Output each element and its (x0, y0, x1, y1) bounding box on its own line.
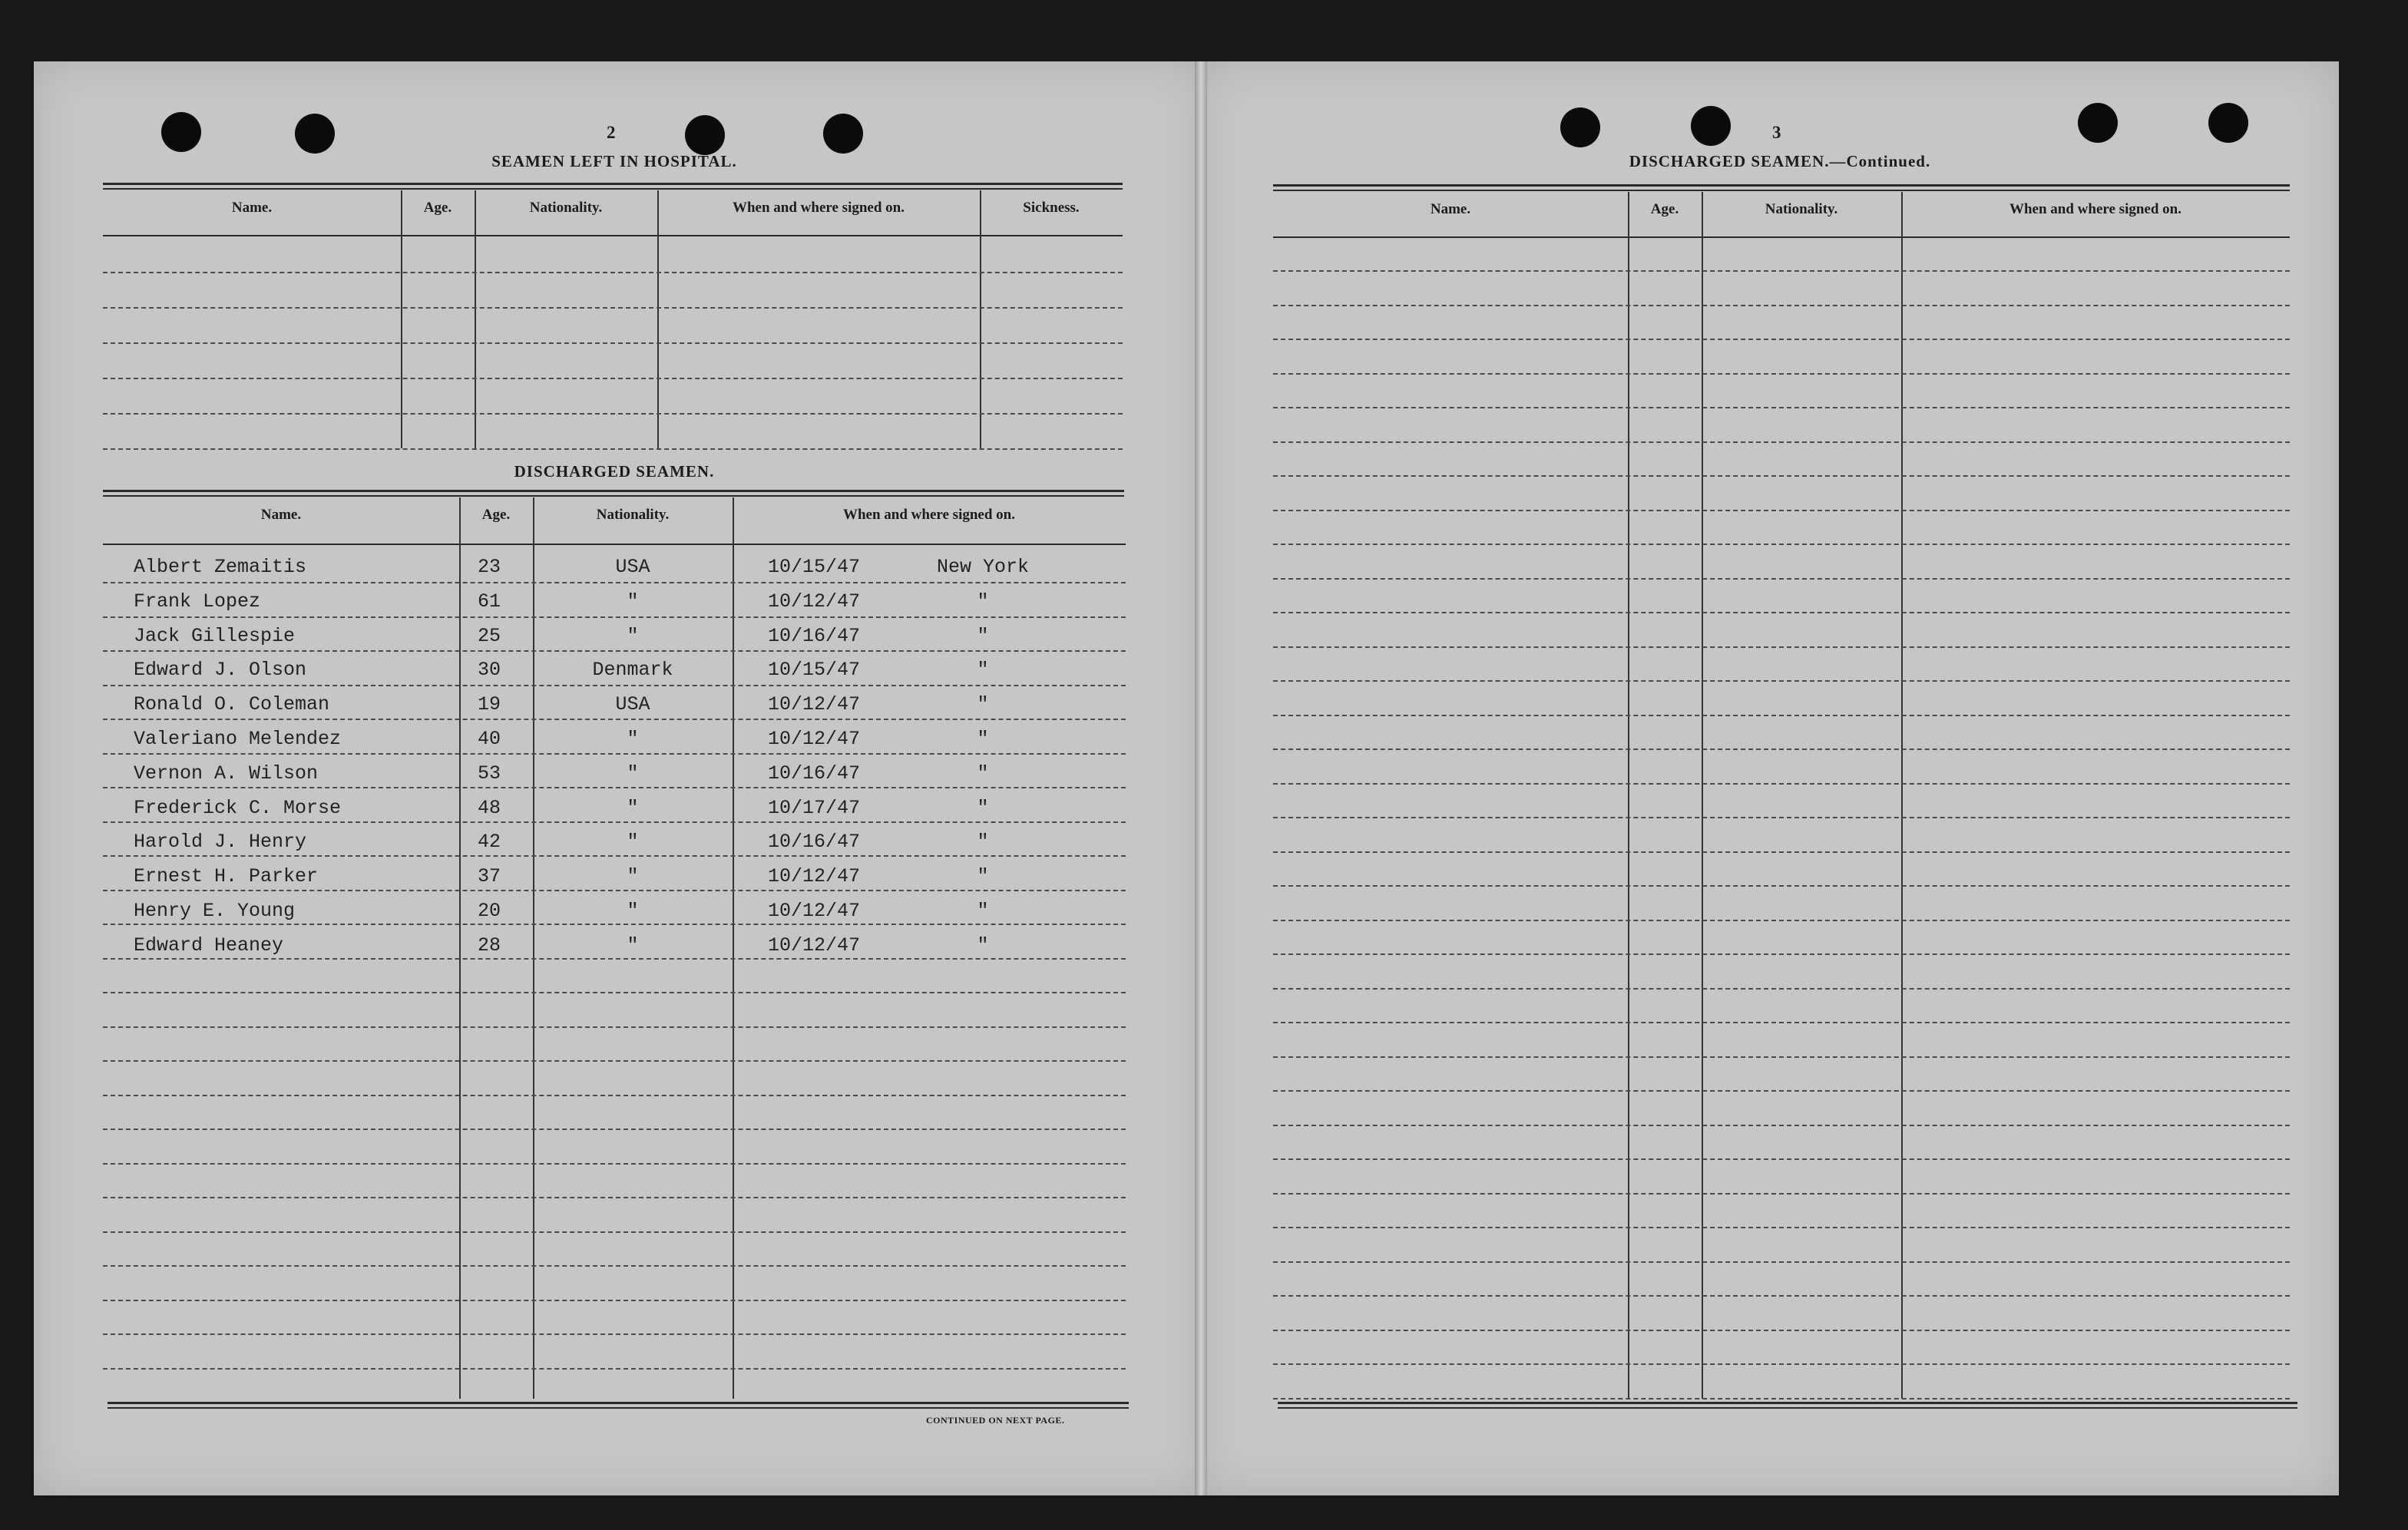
seaman-nationality: " (627, 728, 639, 750)
table-row (0, 900, 1152, 927)
signed-on-date: 10/12/47 (768, 728, 861, 750)
ruled-line (1273, 748, 2290, 750)
seaman-nationality: " (627, 762, 639, 785)
column-header: Nationality. (596, 507, 670, 523)
table-row (0, 625, 1152, 653)
table-row (0, 831, 1152, 858)
ruled-line (1273, 1125, 2290, 1126)
table-row (0, 659, 1152, 686)
signed-on-place: " (977, 934, 989, 957)
column-header: Sickness. (1023, 200, 1080, 216)
column-header: Age. (481, 507, 511, 523)
seaman-name: Frederick C. Morse (134, 796, 342, 819)
ruled-line (103, 1265, 1126, 1267)
seaman-name: Frank Lopez (134, 590, 261, 613)
ruled-line (1273, 1363, 2290, 1365)
signed-on-date: 10/12/47 (768, 590, 861, 613)
table-row (0, 934, 1152, 962)
signed-on-place: " (977, 865, 989, 888)
seaman-age: 28 (478, 934, 501, 957)
ruled-line (1273, 510, 2290, 511)
column-divider (401, 190, 402, 448)
seaman-age: 19 (478, 693, 501, 716)
ruled-line (1273, 646, 2290, 648)
seaman-nationality: " (627, 900, 639, 922)
signed-on-date: 10/16/47 (768, 762, 861, 785)
ruled-line (1273, 1295, 2290, 1297)
ruled-line (1273, 988, 2290, 990)
continued-note: CONTINUED ON NEXT PAGE. (926, 1415, 1065, 1426)
column-header: Nationality. (1765, 201, 1838, 217)
discharged-bottom-rule (108, 1402, 1129, 1409)
ruled-line (103, 1026, 1126, 1028)
hospital-top-rule (103, 183, 1123, 190)
seaman-name: Ernest H. Parker (134, 865, 319, 888)
signed-on-place: " (977, 796, 989, 819)
ruled-line (103, 342, 1123, 344)
punch-hole (2208, 103, 2248, 143)
seaman-name: Edward Heaney (134, 934, 284, 957)
seaman-age: 25 (478, 624, 501, 647)
ruled-line (1273, 407, 2290, 408)
column-header: Age. (1650, 201, 1679, 217)
header-rule (103, 544, 1126, 545)
signed-on-place: " (977, 762, 989, 785)
right-page (1198, 61, 2339, 1495)
ruled-line (103, 1197, 1126, 1198)
page-fold (1195, 61, 1207, 1495)
punch-hole (161, 112, 201, 152)
signed-on-place: New York (936, 556, 1030, 578)
ruled-line (103, 1128, 1126, 1130)
signed-on-date: 10/16/47 (768, 831, 861, 854)
punch-hole (685, 115, 725, 155)
signed-on-date: 10/16/47 (768, 624, 861, 647)
ruled-line (1273, 920, 2290, 921)
ruled-line (103, 1163, 1126, 1165)
column-header: Name. (231, 200, 273, 216)
signed-on-place: " (977, 659, 989, 682)
ruled-line (103, 1095, 1126, 1096)
seaman-nationality: " (627, 865, 639, 888)
seaman-nationality: " (627, 796, 639, 819)
ruled-line (1273, 1056, 2290, 1058)
ruled-line (1273, 305, 2290, 306)
seaman-age: 42 (478, 831, 501, 854)
discharged-section-title: DISCHARGED SEAMEN. (514, 462, 715, 481)
signed-on-date: 10/12/47 (768, 865, 861, 888)
ruled-line (103, 272, 1123, 273)
right-top-rule (1273, 184, 2290, 191)
ruled-line (1273, 1022, 2290, 1023)
ruled-line (103, 992, 1126, 993)
ruled-line (1273, 1261, 2290, 1263)
seaman-age: 40 (478, 728, 501, 750)
seaman-nationality: " (627, 590, 639, 613)
seaman-nationality: " (627, 934, 639, 957)
ruled-line (1273, 817, 2290, 818)
column-divider (657, 190, 659, 448)
seaman-nationality: " (627, 831, 639, 854)
column-header: When and where signed on. (732, 200, 905, 216)
ruled-line (1273, 1398, 2290, 1399)
table-row (0, 865, 1152, 893)
ruled-line (1273, 680, 2290, 682)
ruled-line (1273, 1330, 2290, 1331)
header-rule (103, 235, 1123, 236)
table-row (0, 797, 1152, 824)
ruled-line (1273, 1090, 2290, 1092)
ruled-line (1273, 578, 2290, 580)
seaman-name: Valeriano Melendez (134, 728, 342, 750)
table-row (0, 693, 1152, 721)
seaman-nationality: USA (615, 556, 650, 578)
ruled-line (103, 378, 1123, 379)
ruled-line (1273, 1227, 2290, 1228)
column-divider (475, 190, 476, 448)
ruled-line (1273, 851, 2290, 853)
seaman-name: Vernon A. Wilson (134, 762, 319, 785)
hospital-section-title: SEAMEN LEFT IN HOSPITAL. (491, 152, 737, 170)
ruled-line (103, 1300, 1126, 1301)
signed-on-place: " (977, 900, 989, 922)
ruled-line (103, 448, 1123, 450)
seaman-name: Henry E. Young (134, 900, 296, 922)
signed-on-date: 10/12/47 (768, 934, 861, 957)
ruled-line (1273, 885, 2290, 887)
signed-on-place: " (977, 624, 989, 647)
punch-hole (1691, 106, 1731, 146)
seaman-age: 23 (478, 556, 501, 578)
ruled-line (1273, 441, 2290, 443)
signed-on-date: 10/17/47 (768, 796, 861, 819)
column-divider (980, 190, 981, 448)
page-number-right: 3 (1772, 123, 1781, 142)
seaman-age: 48 (478, 796, 501, 819)
punch-hole (2078, 103, 2118, 143)
ruled-line (1273, 953, 2290, 955)
seaman-name: Harold J. Henry (134, 831, 307, 854)
ruled-line (1273, 715, 2290, 716)
header-rule (1273, 236, 2290, 238)
seaman-age: 30 (478, 659, 501, 682)
signed-on-place: " (977, 693, 989, 716)
table-row (0, 762, 1152, 790)
ruled-line (1273, 783, 2290, 785)
ruled-line (1273, 1193, 2290, 1195)
column-header: Name. (1430, 201, 1471, 217)
right-bottom-rule (1278, 1402, 2297, 1409)
ruled-line (103, 1060, 1126, 1062)
signed-on-date: 10/15/47 (768, 659, 861, 682)
signed-on-date: 10/15/47 (768, 556, 861, 578)
punch-hole (823, 114, 863, 154)
ruled-line (103, 307, 1123, 309)
ruled-line (1273, 373, 2290, 375)
signed-on-date: 10/12/47 (768, 900, 861, 922)
seaman-name: Ronald O. Coleman (134, 693, 330, 716)
table-row (0, 728, 1152, 755)
column-header: When and where signed on. (842, 507, 1015, 523)
ruled-line (1273, 475, 2290, 477)
right-section-title: DISCHARGED SEAMEN.—Continued. (1629, 152, 1931, 170)
seaman-age: 37 (478, 865, 501, 888)
seaman-age: 20 (478, 900, 501, 922)
table-row (0, 590, 1152, 618)
seaman-nationality: " (627, 624, 639, 647)
column-header: Name. (260, 507, 302, 523)
column-header: Age. (423, 200, 452, 216)
seaman-age: 61 (478, 590, 501, 613)
seaman-name: Albert Zemaitis (134, 556, 307, 578)
ruled-line (1273, 544, 2290, 545)
ruled-line (103, 1231, 1126, 1233)
ruled-line (103, 1368, 1126, 1370)
ruled-line (1273, 270, 2290, 272)
page-number-left: 2 (607, 123, 616, 142)
ruled-line (1273, 339, 2290, 340)
table-row (0, 556, 1152, 583)
signed-on-place: " (977, 728, 989, 750)
seaman-name: Jack Gillespie (134, 624, 296, 647)
signed-on-date: 10/12/47 (768, 693, 861, 716)
ruled-line (1273, 612, 2290, 613)
punch-hole (1560, 107, 1600, 147)
signed-on-place: " (977, 590, 989, 613)
seaman-name: Edward J. Olson (134, 659, 307, 682)
column-header: Nationality. (529, 200, 603, 216)
seaman-nationality: Denmark (592, 659, 673, 682)
discharged-top-rule (103, 490, 1124, 497)
seaman-nationality: USA (615, 693, 650, 716)
signed-on-place: " (977, 831, 989, 854)
ruled-line (1273, 1158, 2290, 1160)
ruled-line (103, 413, 1123, 415)
punch-hole (295, 114, 335, 154)
ruled-line (103, 1333, 1126, 1335)
column-header: When and where signed on. (2009, 201, 2181, 217)
seaman-age: 53 (478, 762, 501, 785)
